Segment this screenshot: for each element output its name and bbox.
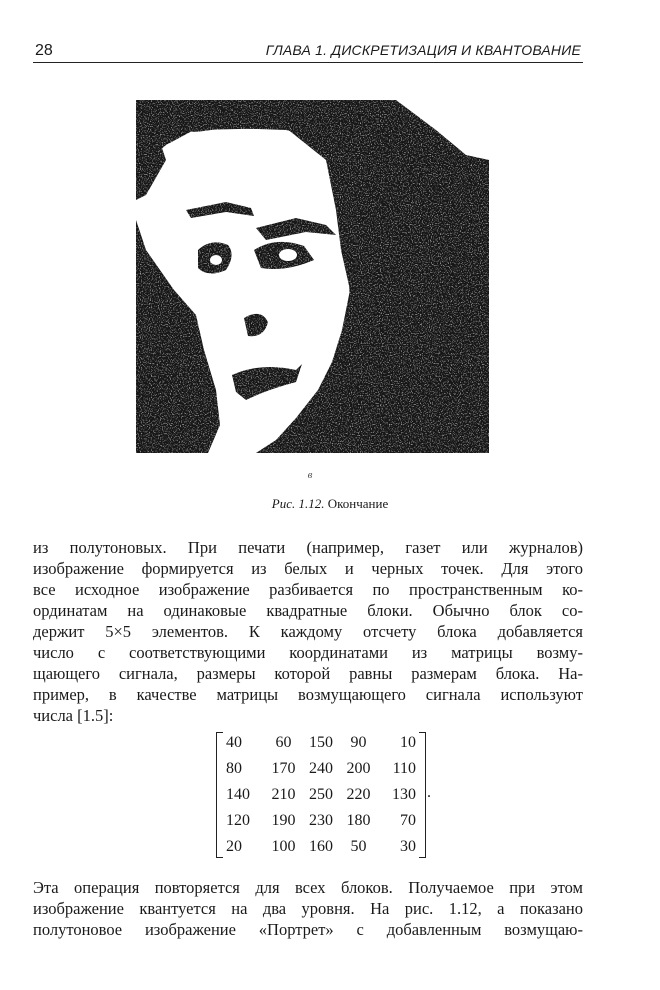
matrix-cell: 40 (226, 734, 242, 751)
matrix-cell: 60 (275, 734, 292, 751)
matrix-cell: 70 (400, 812, 416, 829)
portrait-figure (136, 100, 489, 453)
paragraph-1 (33, 537, 583, 726)
text-line: ординатам на одинаковые квадратные блоки. Обычно блок со- (33, 601, 583, 620)
text-line: держит 5×5 элементов. К каждому отсчету блока добавляется (33, 622, 583, 641)
text-line: щающего сигнала, размеры которой равны размерам блока. На- (33, 664, 583, 683)
paragraph-2 (33, 877, 583, 940)
matrix-cell: 180 (346, 812, 371, 829)
matrix-cell: 50 (350, 838, 367, 855)
caption-label: Рис. 1.12. (271, 496, 325, 511)
text-line: изображение формируется из белых и черных точек. Для этого (33, 559, 583, 578)
dither-matrix (216, 730, 426, 860)
matrix-cell: 110 (392, 760, 416, 777)
matrix-cell: 250 (308, 786, 333, 803)
text-line: Эта операция повторяется для всех блоков. Получаемое при этом (33, 878, 583, 897)
matrix-cell: 80 (226, 760, 242, 777)
matrix-cell: 170 (271, 760, 296, 777)
matrix-row (224, 834, 418, 860)
matrix-cell: 10 (400, 734, 416, 751)
running-head (33, 38, 583, 63)
caption-text: Окончание (327, 496, 389, 511)
text-line: полутоновое изображение «Портрет» с добавленным возмущаю- (33, 920, 583, 939)
matrix-cell: 220 (346, 786, 371, 803)
matrix-right-bracket (419, 732, 426, 858)
text-line: из полутоновых. При печати (например, газет или журналов) (33, 538, 583, 557)
matrix-cell: 200 (346, 760, 371, 777)
matrix-cell: 210 (271, 786, 296, 803)
matrix-trailing-period: . (427, 784, 431, 801)
matrix-cell: 150 (308, 734, 333, 751)
matrix-cell: 90 (350, 734, 367, 751)
matrix-row (224, 730, 418, 756)
matrix-row (224, 782, 418, 808)
text-line: изображение квантуется на два уровня. На рис. 1.12, а показано (33, 899, 583, 918)
matrix-cell: 160 (308, 838, 333, 855)
matrix-cell: 130 (392, 786, 416, 803)
matrix-cell: 30 (400, 838, 416, 855)
subfigure-letter: в (307, 469, 313, 481)
text-line: числа [1.5]: (33, 706, 114, 725)
matrix-cell: 190 (271, 812, 296, 829)
chapter-title: ГЛАВА 1. ДИСКРЕТИЗАЦИЯ И КВАНТОВАНИЕ (265, 42, 581, 58)
matrix-row (224, 808, 418, 834)
figure-caption (0, 496, 660, 512)
matrix-cell: 140 (226, 786, 250, 803)
text-line: все исходное изображение разбивается по пространственным ко- (33, 580, 583, 599)
matrix-cell: 100 (271, 838, 296, 855)
text-line: пример, в качестве матрицы возмущающего сигнала используют (33, 685, 583, 704)
text-line: число с соответствующими координатами из матрицы возму- (33, 643, 583, 662)
matrix-table (224, 730, 418, 860)
matrix-row (224, 756, 418, 782)
matrix-cell: 20 (226, 838, 242, 855)
matrix-cell: 240 (308, 760, 333, 777)
matrix-left-bracket (216, 732, 223, 858)
matrix-cell: 120 (226, 812, 250, 829)
matrix-cell: 230 (308, 812, 333, 829)
page-number: 28 (35, 42, 53, 59)
portrait-image (136, 100, 489, 453)
